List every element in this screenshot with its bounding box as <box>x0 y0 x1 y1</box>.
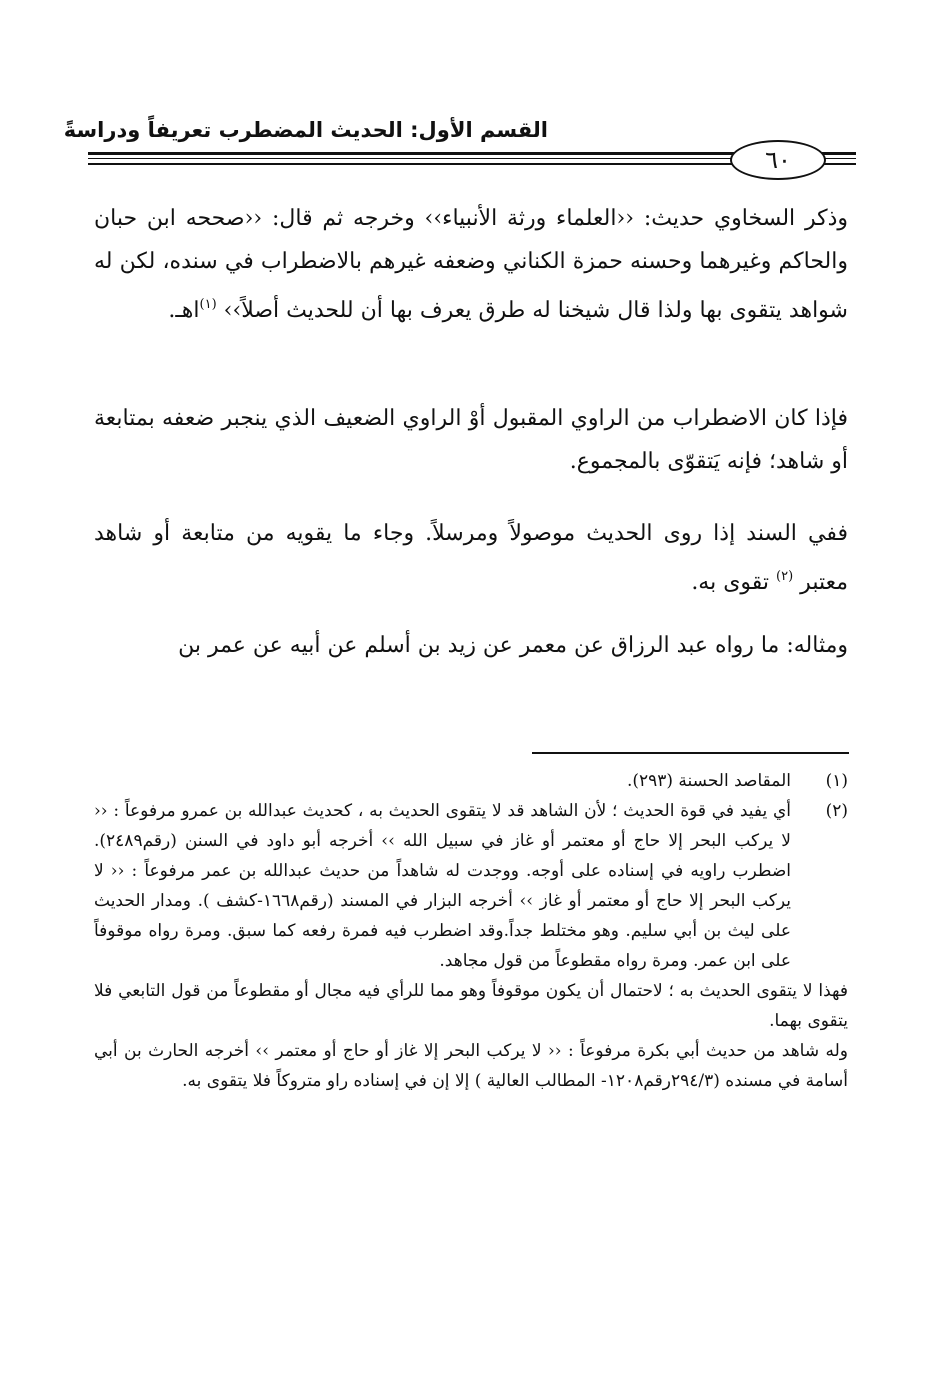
footnote-2 <box>94 796 848 976</box>
paragraph-text: وذكر السخاوي حديث: ‹‹العلماء ورثة الأنبياء›› وخرجه ثم قال: ‹‹صححه ابن حبان والحاكم وغيرهما وحسنه حمزة الكناني وضعفه غيرهم بالاضطراب في سنده، لكن له شواهد يتقوى بها ولذا قال شيخنا له طرق يعرف بها أن للحديث أصلاً›› <box>94 206 848 323</box>
footnote-reference-1[interactable]: (١) <box>199 297 217 312</box>
paragraph-tail: تقوى به. <box>691 570 777 595</box>
footnote-reference-2[interactable]: (٢) <box>776 569 794 584</box>
paragraph-text: فإذا كان الاضطراب من الراوي المقبول أوْ الراوي الضعيف الذي ينجبر ضعفه بمتابعة أو شاهد؛ فإنه يَتقوّى بالمجموع. <box>94 406 848 474</box>
paragraph-text: ففي السند إذا روى الحديث موصولاً ومرسلاً. وجاء ما يقويه من متابعة أو شاهد معتبر <box>94 521 848 595</box>
footnote-text: المقاصد الحسنة (٢٩٣). <box>626 771 791 791</box>
paragraph-text: ومثاله: ما رواه عبد الرزاق عن معمر عن زيد بن أسلم عن أبيه عن عمر بن <box>178 633 848 658</box>
body-paragraph-1 <box>94 197 848 332</box>
body-paragraph-2 <box>94 397 848 483</box>
footnote-text: أي يفيد في قوة الحديث ؛ لأن الشاهد قد لا يتقوى الحديث به ، كحديث عبدالله بن عمرو مرفوعاً : ‹‹ لا يركب البحر إلا حاج أو معتمر أو غاز في سبيل الله ›› أخرجه أبو داود في السنن (رقم٢٤٨٩). اضطرب راويه في إسناده على أوجه. ووجدت له شاهداً من حديث عبدالله بن عمر مرفوعاً : ‹‹ لا يركب البحر إلا حاج أو معتمر أو غاز ›› أخرجه البزار في المسند (رقم١٦٦٨-كشف ). ومدار الحديث على ليث بن أبي سليم. وهو مختلط جداً.وقد اضطرب فيه فمرة رفعه كما سبق. ومرة رواه موقوفاً على ابن عمر. ومرة رواه مقطوعاً من قول مجاهد. <box>94 801 791 971</box>
footnote-1 <box>94 766 848 796</box>
page-number-badge <box>730 140 826 180</box>
footnote-number: (٢) <box>825 801 848 821</box>
paragraph-tail: اهـ. <box>168 298 200 323</box>
footnote-separator <box>532 752 849 754</box>
running-header-title: القسم الأول: الحديث المضطرب تعريفاً ودراسةً <box>63 118 548 142</box>
footnote-continuation-1: فهذا لا يتقوى الحديث به ؛ لاحتمال أن يكون موقوفاً وهو مما للرأي فيه مجال أو مقطوعاً من قول التابعي فلا يتقوى بهما. <box>94 981 848 1031</box>
page-number: ٦٠ <box>765 146 791 174</box>
body-paragraph-3 <box>94 512 848 604</box>
footnotes-section <box>94 766 848 1096</box>
footnote-number: (١) <box>825 771 848 791</box>
footnote-continuation-2: وله شاهد من حديث أبي بكرة مرفوعاً : ‹‹ لا يركب البحر إلا غاز أو حاج أو معتمر ›› أخرجه الحارث بن أبي أسامة في مسنده (٢٩٤/٣رقم١٢٠٨- المطالب العالية ) إلا إن في إسناده راو متروكاً فلا يتقوى به. <box>94 1041 848 1091</box>
body-paragraph-4 <box>94 624 848 667</box>
